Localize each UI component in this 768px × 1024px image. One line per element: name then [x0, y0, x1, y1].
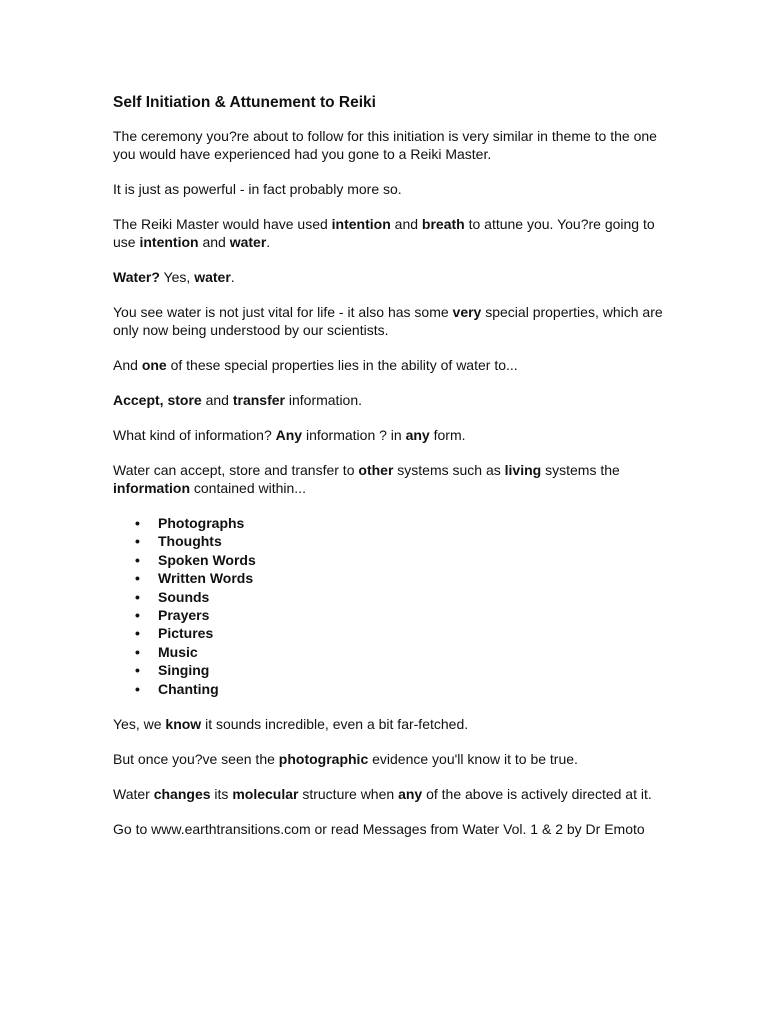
bold-span: breath [421, 216, 465, 232]
list-item: • Spoken Words [158, 551, 673, 569]
bold-span: living [504, 462, 542, 478]
document-title: Self Initiation & Attunement to Reiki [113, 94, 376, 111]
bold-span: changes [153, 786, 211, 803]
bold-span: photographic [278, 751, 369, 768]
text-span: and [198, 234, 230, 250]
text-span: But once you?ve seen the [113, 751, 279, 768]
text-span: structure when [298, 786, 399, 803]
paragraph-transfer-systems [113, 461, 673, 497]
paragraph-ceremony: The ceremony you?re about to follow for this initiation is very similar in theme to the one you would have experienced had you gone to a Reiki Master. [113, 128, 657, 162]
list-item: • Written Words [158, 569, 673, 587]
paragraph-molecular [113, 785, 673, 803]
paragraph-reiki-master [113, 215, 673, 251]
text-span: form. [429, 427, 466, 443]
text-span: information ? in [302, 427, 406, 443]
list-item: • Sounds [158, 588, 673, 606]
list-item: • Thoughts [158, 532, 673, 550]
text-span: contained within... [190, 480, 306, 496]
bold-span: Accept, store [113, 392, 202, 408]
bold-span: water [229, 234, 267, 250]
list-item: • Pictures [158, 624, 673, 642]
bold-span: intention [331, 216, 391, 232]
bold-span: one [141, 357, 167, 373]
text-span: systems such as [393, 462, 505, 478]
list-item: • Music [158, 643, 673, 661]
text-span: Water [113, 786, 154, 803]
text-span: its [210, 786, 233, 803]
text-span: Yes, we [113, 716, 166, 733]
document-page [113, 93, 673, 855]
paragraph-accept-store [113, 391, 673, 409]
text-span: Water can accept, store and transfer to [113, 462, 359, 478]
list-item: • Photographs [158, 514, 673, 532]
text-span: systems the [541, 462, 620, 478]
text-span: You see water is not just vital for life - it also has some [113, 304, 453, 320]
paragraph-evidence [113, 750, 673, 768]
paragraph-water [113, 268, 673, 286]
text-span: . [266, 234, 271, 250]
text-span: Yes, [159, 269, 195, 285]
text-span: And [113, 357, 142, 373]
text-span: it sounds incredible, even a bit far-fetched. [201, 716, 469, 733]
bold-span: transfer [232, 392, 285, 408]
paragraph-vital [113, 303, 673, 339]
paragraph-go-to: Go to www.earthtransitions.com or read Messages from Water Vol. 1 & 2 by Dr Emoto [113, 821, 645, 838]
bold-span: Any [275, 427, 303, 443]
information-list [113, 514, 673, 698]
bold-span: molecular [232, 786, 299, 803]
bold-span: very [452, 304, 482, 320]
text-span: information. [284, 392, 363, 408]
bold-span: intention [139, 234, 199, 250]
bold-span: water [194, 269, 231, 285]
text-span: of the above is actively directed at it. [422, 786, 652, 803]
bold-span: information [113, 480, 190, 496]
text-span: of these special properties lies in the ability of water to... [166, 357, 518, 373]
text-span: . [230, 269, 235, 285]
text-span: to attune you. You?re going to use [113, 216, 655, 250]
text-span: What kind of information? [113, 427, 276, 443]
text-span: special properties, which are only now being understood by our scientists. [113, 304, 663, 338]
bold-span: any [405, 427, 430, 443]
list-item: • Singing [158, 661, 673, 679]
text-span: evidence you'll know it to be true. [368, 751, 578, 768]
paragraph-powerful: It is just as powerful - in fact probably more so. [113, 181, 402, 197]
list-item: • Prayers [158, 606, 673, 624]
paragraph-properties [113, 356, 673, 374]
list-item: • Chanting [158, 680, 673, 698]
paragraph-kind-of-information [113, 426, 673, 444]
text-span: and [201, 392, 233, 408]
bold-span: any [398, 786, 423, 803]
text-span: The Reiki Master would have used [113, 216, 332, 232]
bold-span: know [165, 716, 202, 733]
bold-span: other [358, 462, 394, 478]
paragraph-incredible [113, 715, 673, 733]
text-span: and [390, 216, 422, 232]
bold-span: Water? [113, 269, 160, 285]
